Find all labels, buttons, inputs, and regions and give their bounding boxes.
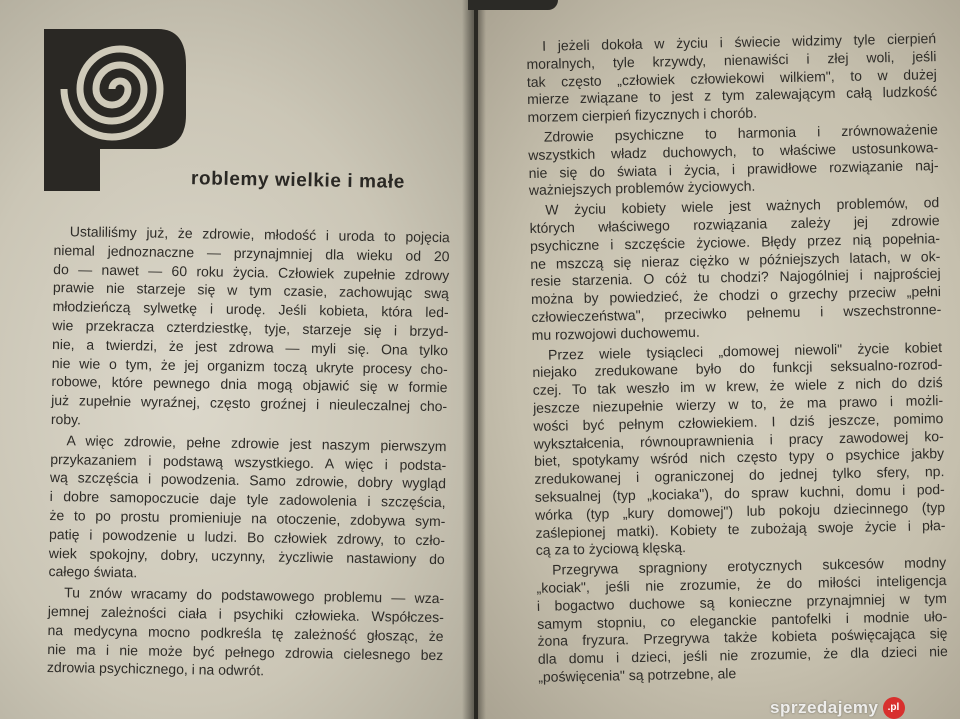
text-line: psychiczne i szczęście życiowe. Błędy przez nią popełnia- — [529, 229, 941, 254]
paragraph — [532, 339, 946, 560]
text-line: cą za to życiową klęską. — [535, 539, 687, 559]
text-line: można by powiedzieć, że chodzi o grzechy przeciw „pełni — [530, 283, 942, 308]
text-line: jemnej zależności ciała i psychiki człowieka. Współczes- — [47, 602, 444, 626]
text-line: zaślepionej matki). Kobiety te zubożają swoje życie i pła- — [535, 516, 946, 541]
text-line: Tu znów wracamy do podstawowego problemu — wza- — [64, 584, 445, 607]
text-line: ważniejszych problemów życiowych. — [528, 178, 756, 199]
text-line: nie, a twierdzi, że jest zdrowa — myli się. Ona tylko — [51, 335, 449, 358]
text-line: wiek spokojny, dobry, uczynny, życzliwie nastawiony do — [48, 544, 445, 567]
text-line: wości być pełnym człowiekiem. I dziś jeszcze, pomimo — [533, 409, 944, 434]
text-line: Ustaliliśmy już, że zdrowie, młodość i uroda to pojęcia — [69, 223, 450, 246]
text-line: całego świata. — [48, 563, 138, 581]
text-line: czej. To tak weszło im w krew, że wiele z nich do dziś — [532, 374, 943, 399]
text-line: wie przekracza czterdziestkę, tyje, starzeje się i brzyd- — [52, 316, 449, 340]
text-line: niejako zredukowane było do funkcji seksualno-rozrod- — [532, 356, 943, 381]
text-line: moralnych, tyle krzywdy, nienawiści i złej woli, jeśli — [526, 47, 937, 72]
text-line: wą szczęścia i powodzenia. Samo zdrowie, dobry wygląd — [49, 469, 447, 492]
chapter-heading: roblemy wielkie i małe — [190, 168, 406, 193]
text-line: przykazaniem i podstawą wszystkiego. A więc i podsta- — [50, 450, 447, 473]
text-line: młodzieńczą sylwetkę i urodę. Jeśli kobieta, która led- — [52, 298, 449, 321]
text-line: Przez wiele tysiącleci „domowej niewoli" życie kobiet — [547, 338, 943, 363]
text-line: do — nawet — 60 roku życia. Człowiek zupełnie zdrowy — [53, 260, 450, 283]
text-line: Przegrywa spragniony erotycznych sukcesów modny — [552, 554, 947, 578]
paragraph — [536, 554, 948, 686]
text-line: seksualnej (typ „kociaka"), do spraw kuchni, domu i pod- — [534, 480, 945, 505]
text-line: roby. — [50, 410, 82, 428]
text-line: zdrowia psychicznego, i na odwrót. — [46, 659, 265, 679]
text-line: prawie nie starzeje się w tym czasie, zachowując swą — [52, 279, 450, 302]
text-line: robowe, które pewnego dnia mogą objawić się w formie — [51, 373, 448, 396]
text-line: I jeżeli dokoła w życiu i świecie widzimy tyle cierpień — [541, 30, 937, 54]
watermark: sprzedajemy — [770, 698, 879, 717]
text-line: tak często „człowiek człowiekowi wilkiem", to w dużej — [526, 65, 937, 90]
text-line: patię i powodzenie u ludzi. Bo człowiek zdrowy, to czło- — [48, 525, 446, 548]
book-gutter — [462, 0, 486, 719]
text-line: nie wie o tym, że jej organizm toczą ukryte procesy cho- — [51, 354, 448, 377]
right-page — [478, 0, 960, 719]
text-line: ne mszczą się nieraz ciężko w późniejszych latach, w ok- — [530, 247, 941, 272]
text-line: nie się do świata i życia, i prawidłowe rozwiązanie naj- — [528, 156, 939, 181]
swirl-initial-p-icon — [40, 25, 188, 193]
right-page-body — [526, 30, 948, 688]
text-line: resie starzenia. O cóż tu chodzi? Najogólniej i najprościej — [530, 265, 941, 290]
text-line: nie ma i nie może być pełnego zdrowia cielesnego bez — [47, 640, 444, 663]
left-page-body — [47, 222, 450, 685]
left-page — [0, 0, 474, 719]
background-edge — [468, 0, 558, 10]
text-line: mierze związane to jest z tym zalewającym całą ludzkość — [527, 83, 938, 108]
text-line: wórka (typ „kury domowej") lub pokoju dziecinnego (typ — [534, 498, 946, 523]
text-line: już zupełnie wyraźnej, często groźnej i nieuleczalnej cho- — [51, 392, 448, 415]
paragraph — [529, 194, 942, 344]
text-line: Zdrowie psychiczne to harmonia i zrównoważenie — [543, 121, 938, 145]
paragraph — [47, 583, 444, 683]
text-line: morzem cierpień fizycznych i chorób. — [527, 104, 758, 126]
text-line: i dobre samopoczucie daje tyle zadowolenia i szczęścia, — [49, 488, 446, 511]
text-line: i bogactwo duchowe są konieczne przynajmniej w tym — [536, 589, 947, 614]
text-line: „kociak", jeśli nie zrozumie, że do miłości inteligencja — [536, 571, 947, 596]
text-line: dla domu i dzieci, jeśli nie zrozumie, że dla dzieci nie — [537, 643, 949, 667]
text-line: W życiu kobiety wiele jest ważnych problemów, od — [545, 194, 940, 218]
text-line: żona fryzura. Przegrywa także kobieta poświęcająca się — [537, 625, 948, 650]
paragraph — [528, 121, 939, 200]
text-line: że to po prostu promieniuje na otoczenie, zdobywa sym- — [49, 506, 446, 530]
paragraph — [526, 30, 938, 127]
text-line: wszystkich władz duchowych, to właściwe ustosunkowa- — [528, 138, 939, 163]
paragraph — [51, 222, 450, 435]
text-line: „poświęcenia" są potrzebne, ale — [538, 664, 737, 685]
text-line: jeszcze niezupełnie wierzy w to, że ma prawo i możli- — [532, 391, 944, 416]
text-line: człowieczeństwa", przeciwko pełnemu i wszechstronne- — [531, 301, 942, 325]
text-line: zredukowanej i ograniczonej do jednej tylko sfery, np. — [534, 463, 945, 488]
text-line: biet, spotykamy wśród nich często typy o psychice jakby — [533, 445, 945, 470]
text-line: wykształcenia, równouprawnienia i pracy zawodowej ko- — [533, 427, 944, 452]
text-line: których właściwego rozwiązania zależy jej zdrowie — [529, 212, 940, 236]
watermark-badge: .pl — [883, 697, 905, 719]
text-line: na medycyna mocno podkreśla tę zależność głosząc, że — [47, 621, 444, 644]
text-line: samym stopniu, co eleganckie pantofelki i modnie uło- — [537, 607, 948, 632]
text-line: A więc zdrowie, pełne zdrowie jest naszym pierwszym — [66, 431, 447, 454]
text-line: niemal jednoznaczne — przynajmniej dla wieku od 20 — [53, 241, 450, 265]
paragraph — [48, 431, 446, 588]
text-line: mu rozwojowi duchowemu. — [531, 323, 700, 343]
